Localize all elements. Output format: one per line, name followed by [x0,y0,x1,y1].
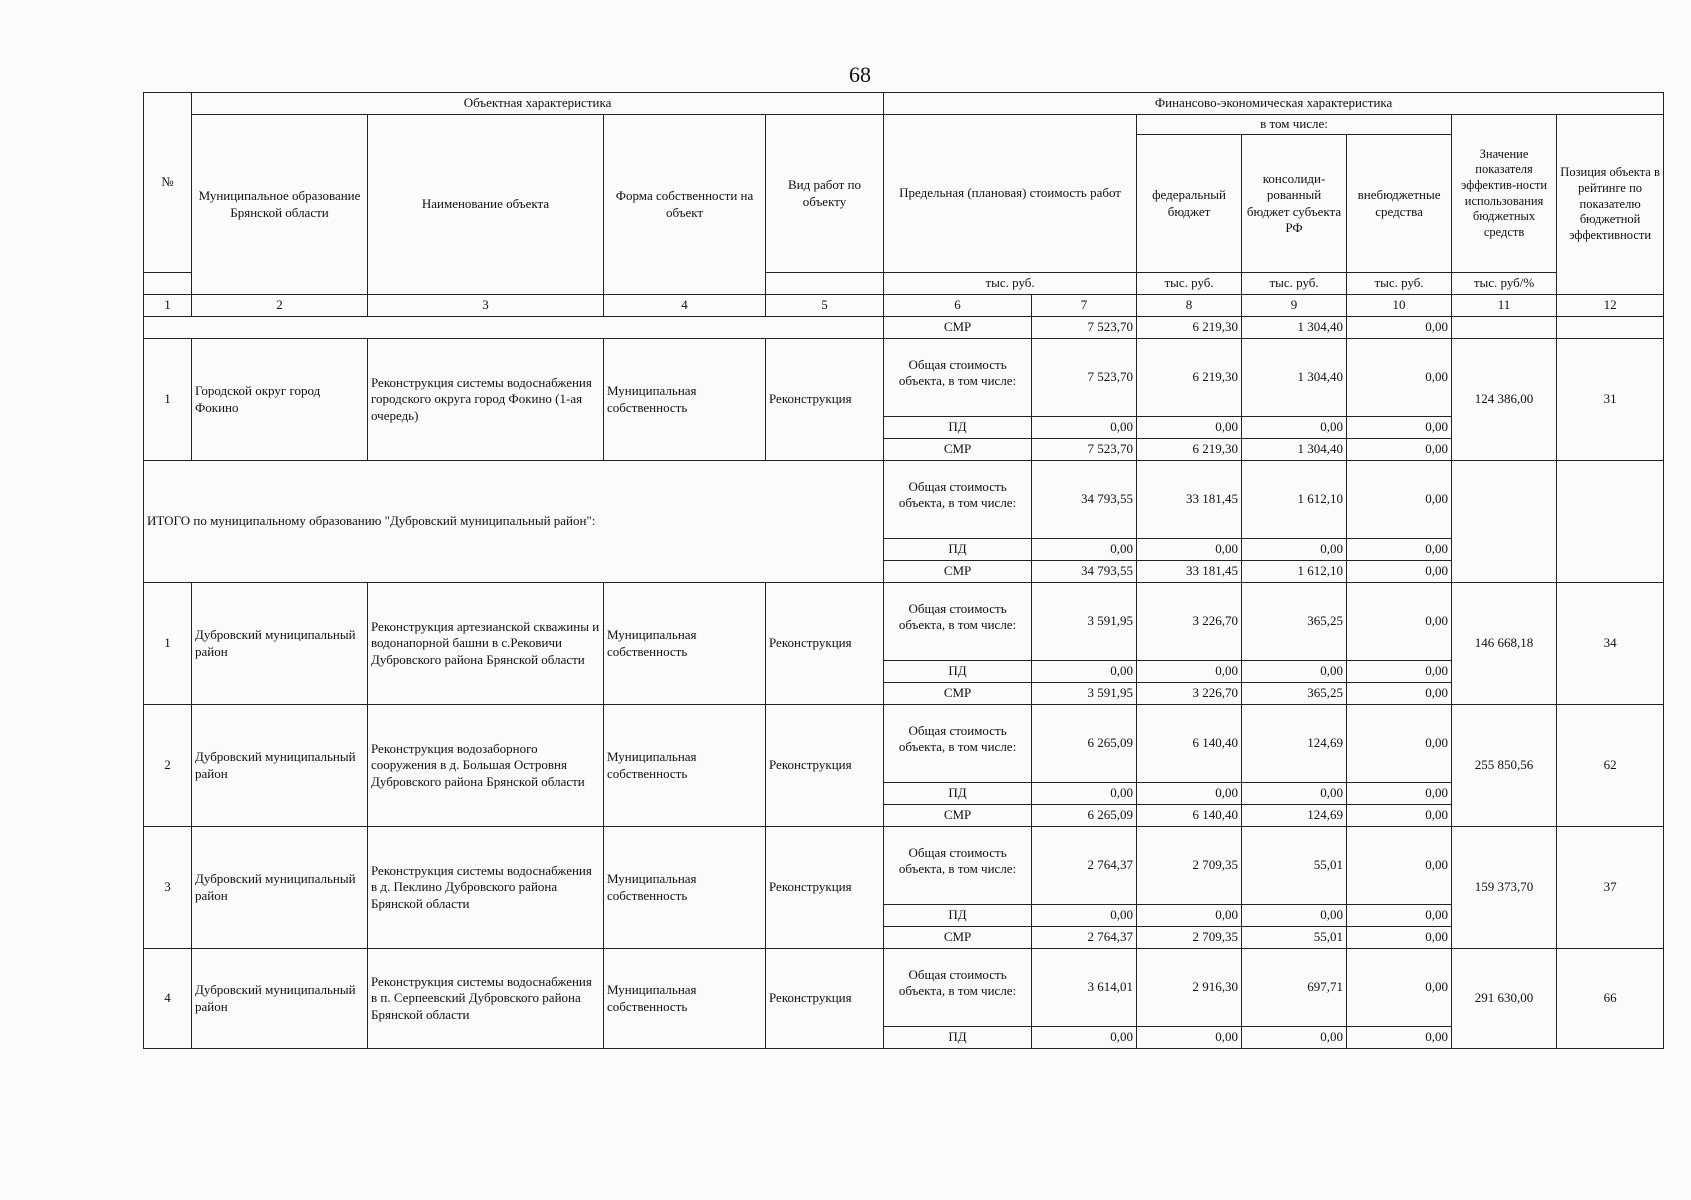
cell-v8: 6 140,40 [1137,705,1242,783]
cell-v9: 1 612,10 [1242,561,1347,583]
object-position: 34 [1557,583,1664,705]
object-number: 1 [144,583,192,705]
cell-v8: 0,00 [1137,783,1242,805]
row-label-pd: ПД [884,417,1032,439]
cell-v9: 0,00 [1242,661,1347,683]
object-number: 3 [144,827,192,949]
colnum: 2 [192,295,368,317]
cell-v7: 0,00 [1032,783,1137,805]
colnum: 11 [1452,295,1557,317]
header-no-cont [144,273,192,295]
object-efficiency: 255 850,56 [1452,705,1557,827]
colnum: 8 [1137,295,1242,317]
cell-v7: 7 523,70 [1032,339,1137,417]
cell-v8: 33 181,45 [1137,461,1242,539]
cell-v10: 0,00 [1347,827,1452,905]
cell-v9: 0,00 [1242,1027,1347,1049]
cell-v7: 3 614,01 [1032,949,1137,1027]
object-number: 2 [144,705,192,827]
row-label-total: Общая стоимость объекта, в том числе: [884,949,1032,1027]
cell-v10: 0,00 [1347,561,1452,583]
header-row-2 [144,115,1664,135]
object-efficiency: 291 630,00 [1452,949,1557,1049]
cell-v9: 55,01 [1242,927,1347,949]
cell-v7: 6 265,09 [1032,705,1137,783]
object-name: Реконструкция артезианской скважины и водонапорной башни в с.Рековичи Дубровского района Брянской области [368,583,604,705]
cell-v7: 7 523,70 [1032,317,1137,339]
cell-v8: 33 181,45 [1137,561,1242,583]
cell-v7: 34 793,55 [1032,461,1137,539]
cell-v9: 1 304,40 [1242,317,1347,339]
cell-v10: 0,00 [1347,905,1452,927]
cell-v10: 0,00 [1347,949,1452,1027]
cell-v8: 6 219,30 [1137,339,1242,417]
header-no: № [144,93,192,273]
header-object-name: Наименование объекта [368,115,604,295]
total-eff-blank [1452,461,1557,583]
object-efficiency: 124 386,00 [1452,339,1557,461]
cell-v7: 0,00 [1032,905,1137,927]
total-dubrovsky-label: ИТОГО по муниципальному образованию "Дубровский муниципальный район": [144,461,884,583]
cell-v10: 0,00 [1347,461,1452,539]
unit-efficiency: тыс. руб/% [1452,273,1557,295]
cell-v7: 0,00 [1032,417,1137,439]
row-label-pd: ПД [884,905,1032,927]
header-cost: Предельная (плановая) стоимость работ [884,115,1137,273]
object-name: Реконструкция системы водоснабжения в п. Серпеевский Дубровского района Брянской области [368,949,604,1049]
object-work-type: Реконструкция [766,827,884,949]
header-position: Позиция объекта в рейтинге по показателю бюджетной эффективности [1557,115,1664,295]
object-municipality: Городской округ город Фокино [192,339,368,461]
cell-v9: 365,25 [1242,583,1347,661]
object-row-total [144,705,1664,783]
cell-v8: 2 709,35 [1137,827,1242,905]
cell-v9: 365,25 [1242,683,1347,705]
cell-v8: 2 916,30 [1137,949,1242,1027]
cell-v10: 0,00 [1347,1027,1452,1049]
investment-table [143,92,1664,1049]
cell-v7: 2 764,37 [1032,927,1137,949]
row-label-total: Общая стоимость объекта, в том числе: [884,461,1032,539]
cell-v7: 0,00 [1032,1027,1137,1049]
unit-federal: тыс. руб. [1137,273,1242,295]
row-label-total: Общая стоимость объекта, в том числе: [884,583,1032,661]
object-municipality: Дубровский муниципальный район [192,705,368,827]
row-label-smr: СМР [884,439,1032,461]
header-fin-char: Финансово-экономическая характеристика [884,93,1664,115]
total-dubrovsky-total-row [144,461,1664,539]
object-ownership: Муниципальная собственность [604,705,766,827]
cell-v9: 0,00 [1242,539,1347,561]
cell-v10: 0,00 [1347,783,1452,805]
object-fokino-total-row [144,339,1664,417]
header-row-1 [144,93,1664,115]
colnum: 7 [1032,295,1137,317]
cell-v8: 0,00 [1137,1027,1242,1049]
object-ownership: Муниципальная собственность [604,827,766,949]
object-position: 66 [1557,949,1664,1049]
cell-v10: 0,00 [1347,339,1452,417]
cell-v10: 0,00 [1347,583,1452,661]
cell-v9: 124,69 [1242,805,1347,827]
object-number: 1 [144,339,192,461]
header-consolidated: консолиди-рованный бюджет субъекта РФ [1242,135,1347,273]
column-numbers-row [144,295,1664,317]
row-label-total: Общая стоимость объекта, в том числе: [884,827,1032,905]
cell-v8: 0,00 [1137,539,1242,561]
object-number: 4 [144,949,192,1049]
object-work-type: Реконструкция [766,949,884,1049]
header-including: в том числе: [1137,115,1452,135]
object-ownership: Муниципальная собственность [604,583,766,705]
object-row-total [144,827,1664,905]
cell-v9: 0,00 [1242,905,1347,927]
cell-v7: 6 265,09 [1032,805,1137,827]
cell-v8: 3 226,70 [1137,683,1242,705]
cell-v9: 1 304,40 [1242,339,1347,417]
cell-v10: 0,00 [1347,317,1452,339]
row-label-smr: СМР [884,317,1032,339]
row-label-smr: СМР [884,561,1032,583]
cell-v10: 0,00 [1347,661,1452,683]
header-work-type: Вид работ по объекту [766,115,884,273]
row-label-total: Общая стоимость объекта, в том числе: [884,339,1032,417]
cell-v7: 2 764,37 [1032,827,1137,905]
object-name: Реконструкция водозаборного сооружения в д. Большая Островня Дубровского района Брянской области [368,705,604,827]
cell-v10: 0,00 [1347,705,1452,783]
row-label-smr: СМР [884,683,1032,705]
colnum: 3 [368,295,604,317]
object-ownership: Муниципальная собственность [604,949,766,1049]
carry-smr-row [144,317,1664,339]
object-municipality: Дубровский муниципальный район [192,949,368,1049]
object-row-total [144,949,1664,1027]
cell-v7: 7 523,70 [1032,439,1137,461]
object-name: Реконструкция системы водоснабжения в д. Пеклино Дубровского района Брянской области [368,827,604,949]
object-name: Реконструкция системы водоснабжения городского округа город Фокино (1-ая очередь) [368,339,604,461]
header-work-type-cont [766,273,884,295]
object-work-type: Реконструкция [766,339,884,461]
row-label-smr: СМР [884,805,1032,827]
colnum: 4 [604,295,766,317]
colnum: 12 [1557,295,1664,317]
cell-v8: 0,00 [1137,905,1242,927]
colnum: 9 [1242,295,1347,317]
object-efficiency: 146 668,18 [1452,583,1557,705]
cell-v9: 0,00 [1242,417,1347,439]
object-work-type: Реконструкция [766,705,884,827]
object-work-type: Реконструкция [766,583,884,705]
unit-extrabudget: тыс. руб. [1347,273,1452,295]
cell-v8: 0,00 [1137,417,1242,439]
header-extrabudget: внебюджетные средства [1347,135,1452,273]
header-municipality: Муниципальное образование Брянской области [192,115,368,295]
cell-v10: 0,00 [1347,805,1452,827]
cell-v9: 1 612,10 [1242,461,1347,539]
object-position: 31 [1557,339,1664,461]
page-number: 68 [849,62,871,87]
colnum: 6 [884,295,1032,317]
cell-v7: 3 591,95 [1032,583,1137,661]
row-label-pd: ПД [884,661,1032,683]
row-label-smr: СМР [884,927,1032,949]
cell-v8: 3 226,70 [1137,583,1242,661]
cell-v9: 0,00 [1242,783,1347,805]
object-municipality: Дубровский муниципальный район [192,827,368,949]
object-row-total [144,583,1664,661]
row-label-pd: ПД [884,1027,1032,1049]
object-position: 62 [1557,705,1664,827]
cell-v10: 0,00 [1347,439,1452,461]
cell-v10: 0,00 [1347,927,1452,949]
cell-v7: 0,00 [1032,661,1137,683]
cell-v10: 0,00 [1347,683,1452,705]
object-municipality: Дубровский муниципальный район [192,583,368,705]
header-ownership: Форма собственности на объект [604,115,766,295]
header-object-char: Объектная характеристика [192,93,884,115]
colnum: 5 [766,295,884,317]
cell-v7: 3 591,95 [1032,683,1137,705]
carry-eff-blank [1452,317,1557,339]
cell-v7: 0,00 [1032,539,1137,561]
row-label-total: Общая стоимость объекта, в том числе: [884,705,1032,783]
unit-cost: тыс. руб. [884,273,1137,295]
colnum: 10 [1347,295,1452,317]
cell-v8: 6 140,40 [1137,805,1242,827]
cell-v7: 34 793,55 [1032,561,1137,583]
row-label-pd: ПД [884,539,1032,561]
cell-v8: 0,00 [1137,661,1242,683]
cell-v9: 124,69 [1242,705,1347,783]
cell-v8: 6 219,30 [1137,439,1242,461]
carry-blank [144,317,884,339]
total-pos-blank [1557,461,1664,583]
header-federal: федеральный бюджет [1137,135,1242,273]
cell-v10: 0,00 [1347,539,1452,561]
header-efficiency: Значение показателя эффектив-ности использования бюджетных средств [1452,115,1557,273]
cell-v8: 6 219,30 [1137,317,1242,339]
carry-pos-blank [1557,317,1664,339]
cell-v10: 0,00 [1347,417,1452,439]
object-position: 37 [1557,827,1664,949]
cell-v9: 1 304,40 [1242,439,1347,461]
object-efficiency: 159 373,70 [1452,827,1557,949]
colnum: 1 [144,295,192,317]
cell-v9: 697,71 [1242,949,1347,1027]
cell-v8: 2 709,35 [1137,927,1242,949]
cell-v9: 55,01 [1242,827,1347,905]
row-label-pd: ПД [884,783,1032,805]
object-ownership: Муниципальная собственность [604,339,766,461]
unit-consolidated: тыс. руб. [1242,273,1347,295]
